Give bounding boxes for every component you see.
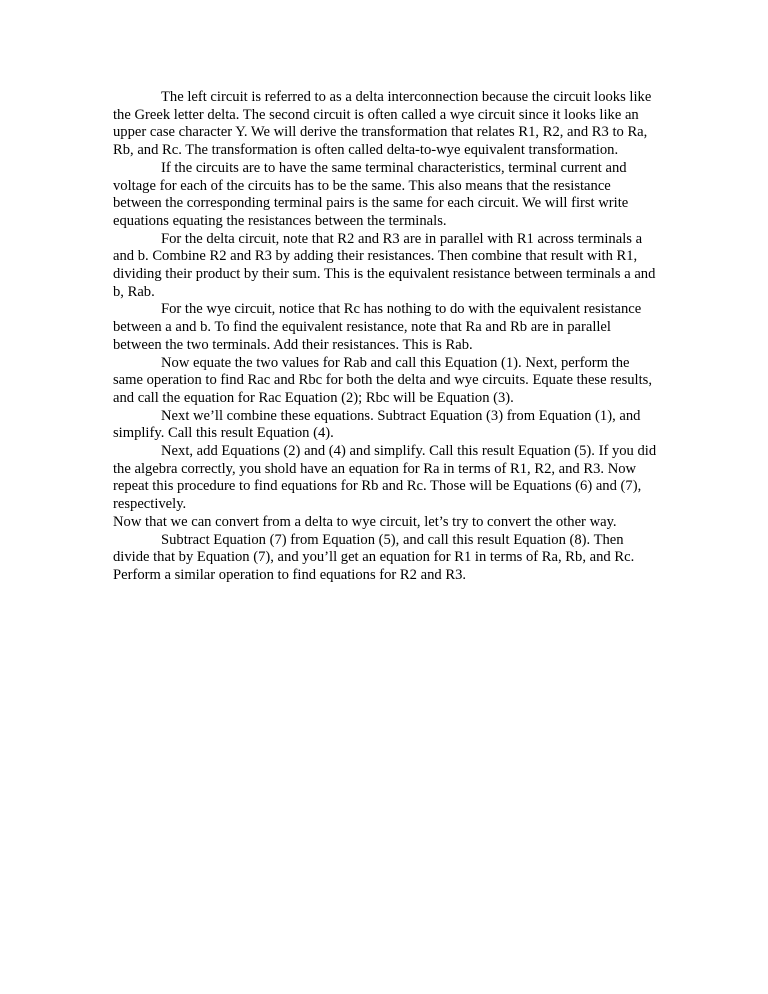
paragraph-delta-circuit-rab: For the delta circuit, note that R2 and R3 are in parallel with R1 across terminals a and b. Combine R2 and R3 by adding their resistances. Then combine that result with R1, dividing their product by their sum. This is the equivalent resistance between terminals a and b, Rab. <box>113 230 656 300</box>
document-body <box>113 89 661 585</box>
paragraph-equation-8: Subtract Equation (7) from Equation (5), and call this result Equation (8). Then divide that by Equation (7), and you’ll get an equation for R1 in terms of Ra, Rb, and Rc. Perform a similar operation to find equations for R2 and R3. <box>113 531 635 583</box>
paragraph-convert-other-way: Now that we can convert from a delta to wye circuit, let’s try to convert the other way. <box>113 513 617 530</box>
paragraph-equations-1-3: Now equate the two values for Rab and call this Equation (1). Next, perform the same operation to find Rac and Rbc for both the delta and wye circuits. Equate these results, and call the equation for Rac Equation (2); Rbc will be Equation (3). <box>113 354 652 406</box>
paragraph-terminal-characteristics: If the circuits are to have the same terminal characteristics, terminal current and voltage for each of the circuits has to be the same. This also means that the resistance between the corresponding terminal pairs is the same for each circuit. We will first write equations equating the resistances between the terminals. <box>113 159 629 229</box>
paragraph-wye-circuit-rab: For the wye circuit, notice that Rc has nothing to do with the equivalent resistance between a and b. To find the equivalent resistance, note that Ra and Rb are in parallel between the two terminals. Add their resistances. This is Rab. <box>113 301 642 353</box>
paragraph-equation-4: Next we’ll combine these equations. Subtract Equation (3) from Equation (1), and simplify. Call this result Equation (4). <box>113 407 641 442</box>
paragraph-equations-5-7: Next, add Equations (2) and (4) and simplify. Call this result Equation (5). If you did the algebra correctly, you shold have an equation for Ra in terms of R1, R2, and R3. Now repeat this procedure to find equations for Rb and Rc. Those will be Equations (6) and (7), respectively. <box>113 443 657 513</box>
paragraph-delta-wye-intro: The left circuit is referred to as a delta interconnection because the circuit looks like the Greek letter delta. The second circuit is often called a wye circuit since it looks like an upper case character Y. We will derive the transformation that relates R1, R2, and R3 to Ra, Rb, and Rc. The transformation is often called delta-to-wye equivalent transformation. <box>113 89 652 159</box>
